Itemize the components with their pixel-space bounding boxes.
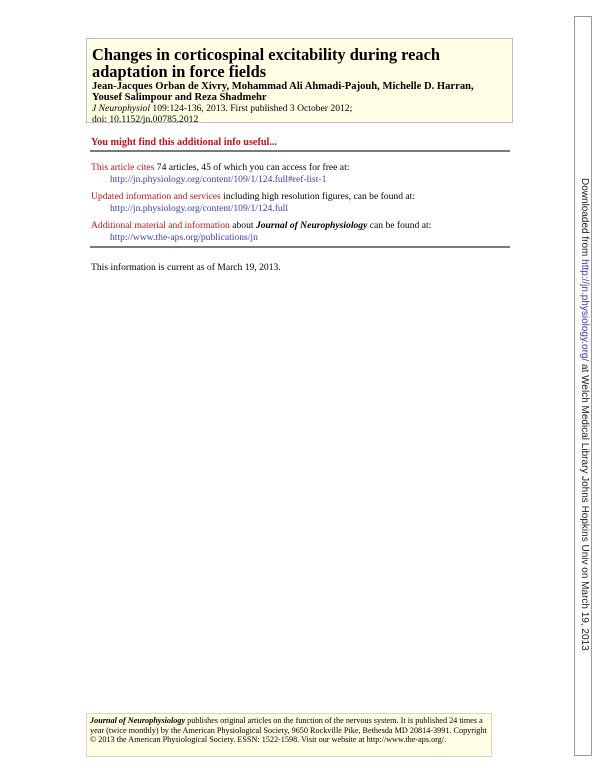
- updated-info-link[interactable]: Updated information and services: [91, 191, 221, 202]
- article-authors: Jean-Jacques Orban de Xivry, Mohammad Ali Ahmadi-Pajouh, Michelle D. Harran, Yousef Salimpour and Reza Shadmehr: [92, 81, 474, 103]
- additional-material-link[interactable]: Additional material and information: [91, 220, 230, 231]
- additional-info-heading: You might find this additional info useful...: [91, 137, 277, 148]
- journal-footer: Journal of Neurophysiology publishes original articles on the function of the nervous system. It is published 24 times a year (twice monthly) by the American Physiological Society, 9650 Rockville Pike, Bethesda MD 20814-3991. Copyright © 2013 the American Physiological Society. ESSN: 1522-1598. Visit our website at http://www.the-aps.org/.: [86, 713, 492, 757]
- info-item-cites: This article cites 74 articles, 45 of which you can access for free at: http://jn.physiology.org/content/109/1/124.full#ref-list-1: [91, 162, 511, 185]
- article-doi: doi: 10.1152/jn.00785.2012: [92, 114, 199, 125]
- download-sidebar: Downloaded from http://jn.physiology.org/ at Welch Medical Library Johns Hopkins Univ on March 19, 2013: [579, 178, 590, 651]
- sidebar-link[interactable]: http://jn.physiology.org/: [579, 259, 590, 362]
- updated-url-link[interactable]: http://jn.physiology.org/content/109/1/124.full: [110, 202, 289, 214]
- current-note: This information is current as of March 19, 2013.: [91, 262, 281, 273]
- aps-url-link[interactable]: http://www.the-aps.org/publications/jn: [110, 231, 258, 243]
- info-item-additional: Additional material and information about Journal of Neurophysiology can be found at: http://www.the-aps.org/publications/jn: [91, 220, 511, 243]
- divider-bottom: [90, 246, 510, 248]
- article-citation: J Neurophysiol 109:124-136, 2013. First published 3 October 2012; doi: 10.1152/jn.00785.2012: [92, 103, 353, 125]
- article-title: Changes in corticospinal excitability during reach adaptation in force fields: [92, 45, 441, 81]
- article-header-box: [86, 38, 513, 123]
- journal-name: J Neurophysiol: [92, 103, 150, 114]
- divider-top: [90, 150, 510, 152]
- footer-journal-name: Journal of Neurophysiology: [90, 716, 186, 725]
- cites-url-link[interactable]: http://jn.physiology.org/content/109/1/124.full#ref-list-1: [110, 173, 327, 185]
- cites-link[interactable]: This article cites: [91, 162, 155, 173]
- info-item-updates: Updated information and services including high resolution figures, can be found at: http://jn.physiology.org/content/109/1/124.full: [91, 191, 511, 214]
